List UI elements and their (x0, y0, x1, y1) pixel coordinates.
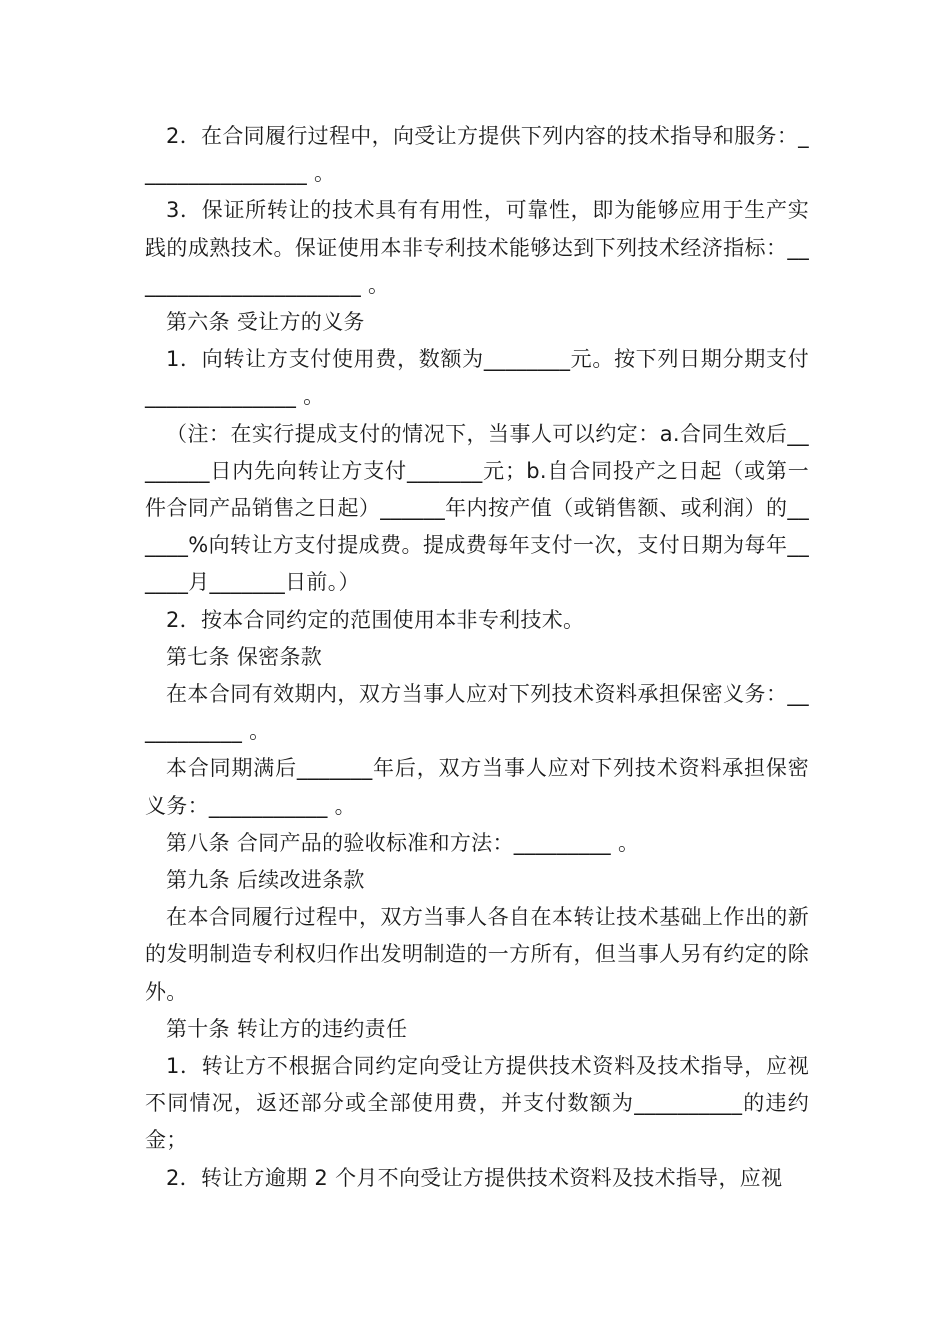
clause-10-item-2: 2．转让方逾期 2 个月不向受让方提供技术资料及技术指导，应视 (166, 1165, 783, 1190)
article-9-heading: 第九条 后续改进条款 (166, 868, 365, 893)
clause-6-item-2: 2．按本合同约定的范围使用本非专利技术。 (166, 607, 585, 632)
clause-9-paragraph: 在本合同履行过程中，双方当事人各自在本转让技术基础上作出的新的发明制造专利权归作出发明制造的一方所有，但当事人另有约定的除外。 (145, 905, 809, 1004)
article-6-heading: 第六条 受让方的义务 (166, 310, 365, 335)
clause-6-item-1: 1．向转让方支付使用费，数额为________元。按下列日期分期支付______________ 。 (145, 347, 809, 409)
clause-10-item-1: 1．转让方不根据合同约定向受让方提供技术资料及技术指导，应视不同情况，返还部分或全部使用费，并支付数额为__________的违约金； (145, 1054, 809, 1153)
article-7-heading: 第七条 保密条款 (166, 644, 323, 669)
document-page (145, 118, 809, 1197)
clause-5-item-2: 2．在合同履行过程中，向受让方提供下列内容的技术指导和服务：________________ 。 (145, 124, 809, 186)
clause-6-note: （注：在实行提成支付的情况下，当事人可以约定：a.合同生效后________日内先向转让方支付_______元；b.自合同投产之日起（或第一件合同产品销售之日起）______年内按产值（或销售额、或利润）的______%向转让方支付提成费。提成费每年支付一次，支付日期为每年______月_______日前。） (145, 421, 809, 595)
clause-5-item-3: 3．保证所转让的技术具有有用性，可靠性，即为能够应用于生产实践的成熟技术。保证使用本非专利技术能够达到下列技术经济指标：______________________ 。 (145, 198, 809, 297)
clause-7-paragraph-1: 在本合同有效期内，双方当事人应对下列技术资料承担保密义务：___________ 。 (145, 682, 809, 744)
article-10-heading: 第十条 转让方的违约责任 (166, 1016, 408, 1041)
clause-7-paragraph-2: 本合同期满后_______年后，双方当事人应对下列技术资料承担保密义务：___________ 。 (145, 756, 809, 818)
article-8-heading: 第八条 合同产品的验收标准和方法：_________ 。 (166, 830, 640, 855)
